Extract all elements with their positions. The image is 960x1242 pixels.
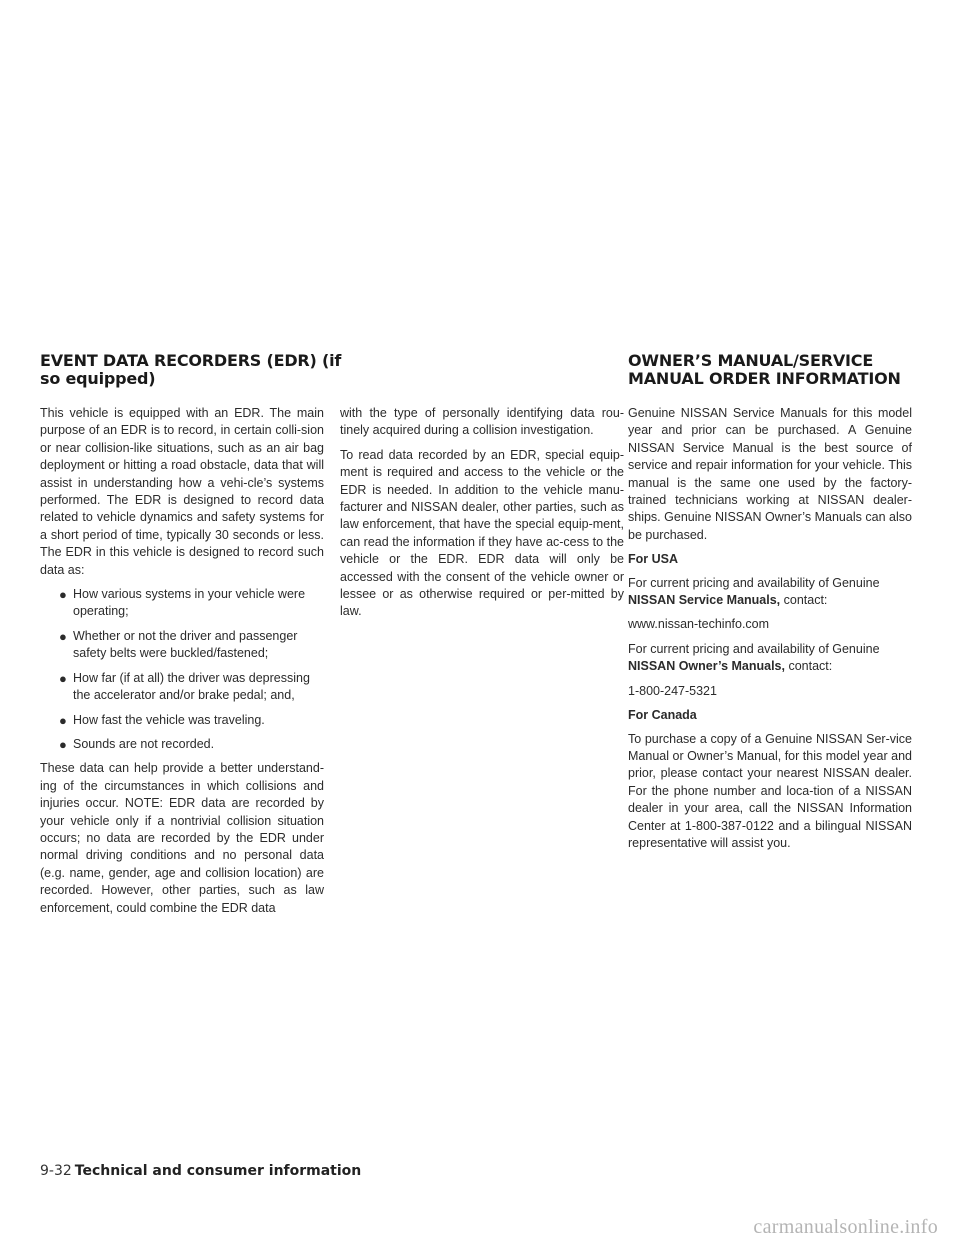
service-manuals-emphasis: NISSAN Service Manuals, bbox=[628, 593, 781, 608]
column-middle bbox=[340, 405, 624, 628]
page-number: 9-32 bbox=[40, 1163, 72, 1179]
edr-paragraph-3: with the type of personally identifying data rou-tinely acquired during a collision investigation. bbox=[340, 406, 624, 438]
manual-order-heading bbox=[628, 352, 901, 388]
canada-subheading: For Canada bbox=[628, 708, 697, 723]
owner-manual-phone: 1-800-247-5321 bbox=[628, 683, 717, 698]
bullet-icon: ● bbox=[59, 712, 67, 728]
list-item-text: How far (if at all) the driver was depressing the accelerator and/or brake pedal; and, bbox=[73, 670, 310, 703]
edr-data-list bbox=[40, 586, 324, 753]
column-left bbox=[40, 405, 324, 924]
bullet-icon: ● bbox=[59, 670, 67, 686]
list-item bbox=[40, 628, 324, 663]
list-item-text: Whether or not the driver and passenger safety belts were buckled/fastened; bbox=[73, 628, 298, 661]
manual-heading-line2: MANUAL ORDER INFORMATION bbox=[628, 369, 901, 388]
owner-manuals-emphasis: NISSAN Owner’s Manuals, bbox=[628, 659, 785, 674]
edr-heading-line1: EVENT DATA RECORDERS (EDR) (if bbox=[40, 351, 342, 370]
bullet-icon: ● bbox=[59, 587, 67, 603]
usa-subheading: For USA bbox=[628, 552, 678, 567]
column-right bbox=[628, 405, 912, 859]
edr-heading bbox=[40, 352, 341, 388]
page-footer bbox=[40, 1160, 361, 1179]
list-item bbox=[40, 586, 324, 621]
list-item bbox=[40, 736, 324, 753]
list-item-text: How various systems in your vehicle were operating; bbox=[73, 587, 306, 619]
usa-owner-paragraph: For current pricing and availability of Genuine NISSAN Owner’s Manuals, contact: bbox=[628, 641, 880, 674]
edr-paragraph-2: These data can help provide a better understand-ing of the circumstances in which collisions and injuries occur. NOTE: EDR data are recorded by your vehicle only if a nontrivial collision situation occurs; no data are recorded by the EDR under normal driving conditions and no personal data (e.g. name, gender, age and collision location) are recorded. However, other parties, such as law enforcement, could combine the EDR data bbox=[40, 761, 324, 915]
edr-paragraph-4: To read data recorded by an EDR, special equip-ment is required and access to the vehicle or the EDR is needed. In addition to the vehicle manu-facturer and NISSAN dealer, other parties, such as law enforcement, that have the special equip-ment, can read the information if they have ac-cess to the vehicle or the EDR. EDR data will only be accessed with the consent of the vehicle owner or lessee or as otherwise required or per-mitted by law. bbox=[340, 447, 624, 619]
techinfo-link[interactable]: www.nissan-techinfo.com bbox=[628, 617, 770, 632]
canada-paragraph: To purchase a copy of a Genuine NISSAN Ser-vice Manual or Owner’s Manual, for this model year and prior, please contact your nearest NISSAN dealer. For the phone number and loca-tion of a NISSAN dealer in your area, call the NISSAN Information Center at 1-800-387-0122 and a bilingual NISSAN representative will assist you. bbox=[628, 731, 912, 850]
list-item bbox=[40, 712, 324, 729]
list-item-text: How fast the vehicle was traveling. bbox=[73, 712, 265, 727]
bullet-icon: ● bbox=[59, 736, 67, 752]
list-item-text: Sounds are not recorded. bbox=[73, 736, 215, 751]
usa-service-paragraph: For current pricing and availability of Genuine NISSAN Service Manuals, contact: bbox=[628, 575, 880, 608]
manual-intro-paragraph: Genuine NISSAN Service Manuals for this model year and prior can be purchased. A Genuine NISSAN Service Manual is the best source of service and repair information for your vehicle. This manual is the same one used by the factory-trained technicians working at NISSAN dealer-ships. Genuine NISSAN Owner’s Manuals can also be purchased. bbox=[628, 406, 912, 542]
bullet-icon: ● bbox=[59, 628, 67, 644]
edr-heading-line2: so equipped) bbox=[40, 369, 156, 388]
watermark: carmanualsonline.info bbox=[753, 1216, 938, 1238]
manual-heading-line1: OWNER’S MANUAL/SERVICE bbox=[628, 351, 874, 370]
list-item bbox=[40, 670, 324, 705]
chapter-title: Technical and consumer information bbox=[74, 1163, 362, 1179]
edr-intro-paragraph: This vehicle is equipped with an EDR. The main purpose of an EDR is to record, in certain colli-sion or near collision-like situations, such as an air bag deployment or hitting a road obstacle, data that will assist in understanding how a vehi-cle’s systems performed. The EDR is designed to record data related to vehicle dynamics and safety systems for a short period of time, typically 30 seconds or less. The EDR in this vehicle is designed to record such data as: bbox=[40, 406, 324, 577]
